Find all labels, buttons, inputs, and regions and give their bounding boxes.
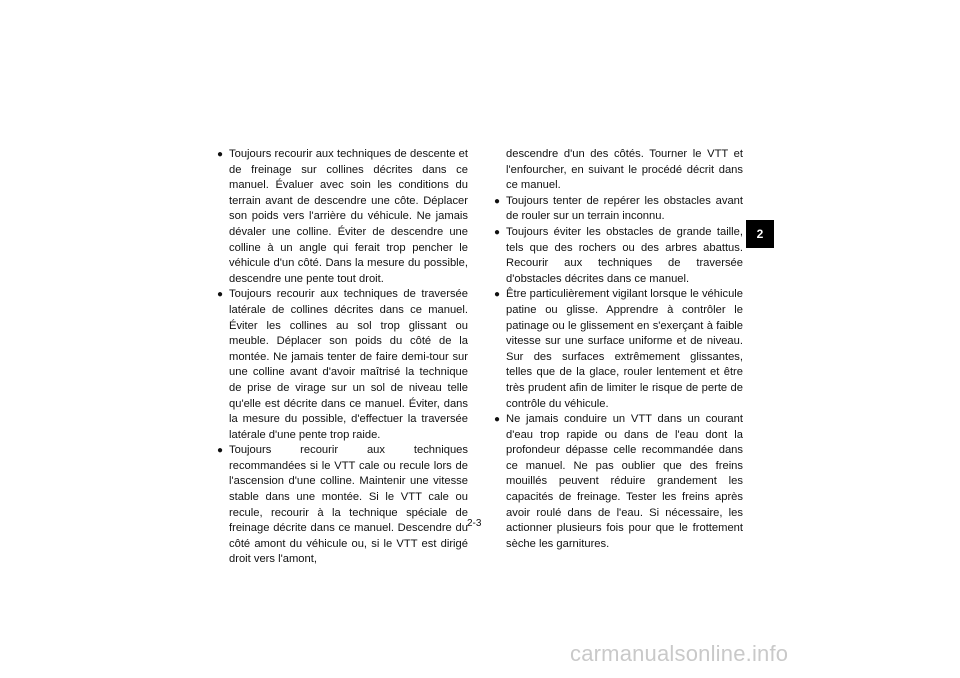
bullet-text: Toujours tenter de repérer les obstacles avant de rouler sur un terrain inconnu. xyxy=(506,194,743,223)
watermark: carmanualsonline.info xyxy=(570,641,789,666)
list-item xyxy=(494,194,743,225)
bullet-text: Toujours recourir aux techniques de descente et de freinage sur collines décrites dans ce manuel. Évaluer avec soin les conditions du terrain avant de descendre une côte. Déplacer son poids vers l'arrière du véhicule. Ne jamais dévaler une colline. Éviter de descendre une colline à un angle qui ferait trop pencher le véhicule d'un côté. Dans la mesure du possible, descendre une pente tout droit. xyxy=(229,148,468,285)
list-item xyxy=(494,287,743,412)
right-column xyxy=(494,147,743,552)
list-item xyxy=(217,147,468,287)
bullet-icon: ● xyxy=(494,414,501,426)
bullet-icon: ● xyxy=(217,445,224,457)
bullet-text: Toujours recourir aux techniques recommandées si le VTT cale ou recule lors de l'ascension d'une colline. Maintenir une vitesse stable dans une montée. Si le VTT cale ou recule, recourir à la technique spéciale de freinage décrite dans ce manuel. Descendre du côté amont du véhicule ou, si le VTT est dirigé droit vers l'amont, xyxy=(229,444,468,566)
bullet-text: Toujours éviter les obstacles de grande taille, tels que des rochers ou des arbres abattus. Recourir aux techniques de traversée d'obstacles décrites dans ce manuel. xyxy=(506,225,743,285)
left-column xyxy=(217,147,468,568)
list-item xyxy=(217,443,468,568)
chapter-tab: 2 xyxy=(746,220,774,248)
page-number: 2-3 xyxy=(467,518,482,529)
list-item xyxy=(494,412,743,552)
bullet-text: Toujours recourir aux techniques de traversée latérale de collines décrites dans ce manuel. Éviter les collines au sol trop glissant ou meuble. Déplacer son poids du côté de la montée. Ne jamais tenter de faire demi-tour sur une colline avant d'avoir maîtrisé la technique de prise de virage sur un sol de niveau telle qu'elle est décrite dans ce manuel. Éviter, dans la mesure du possible, d'effectuer la traversée latérale d'une pente trop raide. xyxy=(229,288,468,441)
bullet-icon: ● xyxy=(217,149,224,160)
bullet-text: Être particulièrement vigilant lorsque le véhicule patine ou glisse. Apprendre à contrôler le patinage ou le glissement en s'exerçant à faible vitesse sur une surface uniforme et de niveau. Sur des surfaces extrêmement glissantes, telles que de la glace, rouler lentement et être très prudent afin de limiter le risque de perte de contrôle du véhicule. xyxy=(506,288,743,410)
continuation-text: descendre d'un des côtés. Tourner le VTT et l'enfourcher, en suivant le procédé décrit dans ce manuel. xyxy=(506,148,743,192)
list-item xyxy=(217,287,468,443)
list-item xyxy=(494,225,743,287)
bullet-icon: ● xyxy=(494,226,501,238)
bullet-text: Ne jamais conduire un VTT dans un courant d'eau trop rapide ou dans de l'eau dont la profondeur dépasse celle recommandée dans ce manuel. Ne pas oublier que des freins mouillés peuvent réduire grandement les capacités de freinage. Tester les freins après avoir roulé dans de l'eau. Si nécessaire, les actionner plusieurs fois pour que le frottement sèche les garnitures. xyxy=(506,413,743,550)
bullet-icon: ● xyxy=(217,289,224,301)
bullet-icon: ● xyxy=(494,195,501,207)
bullet-icon: ● xyxy=(494,289,501,301)
